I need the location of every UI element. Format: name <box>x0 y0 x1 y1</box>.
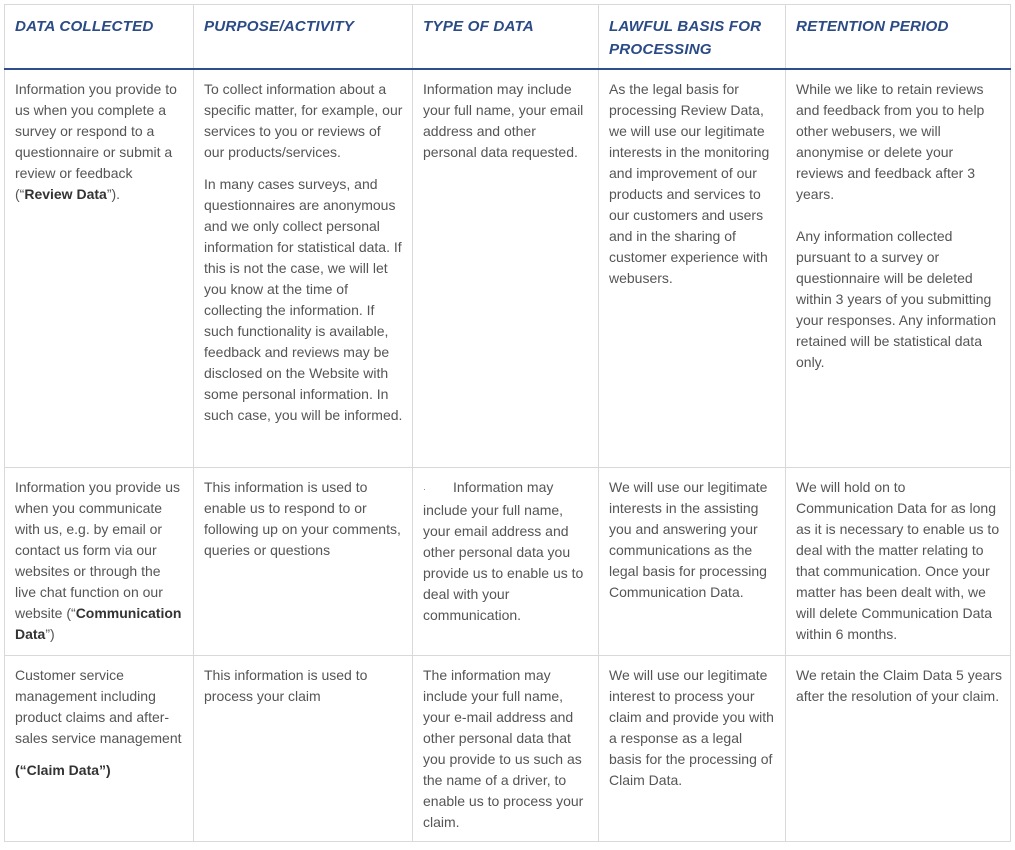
cell-type-of-data <box>413 467 599 655</box>
defined-term: Communication Data <box>15 604 182 642</box>
table-row-review-data <box>5 69 1011 468</box>
cell-text: Information may include your full name, your email address and other personal data you provide us to enable us to deal with your communication. <box>423 478 584 623</box>
cell-text: As the legal basis for processing Review Data, we will use our legitimate interests in the monitoring and improvement of our products and services to our customers and users and in the sharing of customer experience with webusers. <box>609 80 770 286</box>
cell-paragraph: Customer service management including product claims and after-sales service management <box>15 666 182 746</box>
header-lawful-basis: LAWFUL BASIS FOR PROCESSING <box>599 5 786 69</box>
header-retention-period: RETENTION PERIOD <box>786 5 1011 69</box>
cell-text: The information may include your full name, your e-mail address and other personal data that you provide to us such as the name of a driver, to enable us to process your claim. <box>423 666 584 830</box>
cell-purpose <box>194 467 413 655</box>
cell-text: Information you provide to us when you complete a survey or respond to a questionnaire or submit a review or feedback (“ <box>15 80 177 202</box>
cell-type-of-data <box>413 655 599 841</box>
cell-paragraph: Any information collected pursuant to a survey or questionnaire will be deleted within 3 years of you submitting your responses. Any information retained will be statistical data only. <box>796 227 996 370</box>
cell-paragraph: While we like to retain reviews and feedback from you to help other webusers, we will anonymise or delete your reviews and feedback after 3 years. <box>796 80 985 202</box>
header-type-of-data: TYPE OF DATA <box>413 5 599 69</box>
cell-text-close: ”) <box>45 625 55 642</box>
cell-data-collected <box>5 655 194 841</box>
table-header-row <box>5 5 1011 69</box>
cell-text: This information is used to enable us to respond to or following up on your comments, queries or questions <box>204 478 401 558</box>
cell-purpose <box>194 655 413 841</box>
cell-text: We will use our legitimate interests in the assisting you and answering your communications as the legal basis for processing Communication Data. <box>609 478 768 600</box>
cell-text: Information you provide us when you communicate with us, e.g. by email or contact us form via our websites or through the live chat function on our website (“ <box>15 478 180 621</box>
cell-data-collected <box>5 467 194 655</box>
defined-term: Review Data <box>24 185 107 202</box>
cell-text: We retain the Claim Data 5 years after the resolution of your claim. <box>796 666 1002 704</box>
cell-text: We will use our legitimate interest to process your claim and provide you with a response as a legal basis for the processing of Claim Data. <box>609 666 774 788</box>
table-row-communication-data <box>5 467 1011 655</box>
cell-type-of-data <box>413 69 599 468</box>
cell-data-collected <box>5 69 194 468</box>
cell-lawful-basis <box>599 69 786 468</box>
cell-text: This information is used to process your claim <box>204 666 368 704</box>
cell-retention <box>786 655 1011 841</box>
cell-lawful-basis <box>599 655 786 841</box>
cell-paragraph: In many cases surveys, and questionnaires are anonymous and we only collect personal information for statistical data. If this is not the case, we will let you know at the time of collecting the information. If such functionality is available, feedback and reviews may be disclosed on the Website with some personal information. In such case, you will be informed. <box>204 175 403 423</box>
cell-text: We will hold on to Communication Data for as long as it is necessary to enable us to deal with the matter relating to that communication. Once your matter has been dealt with, we will delete Communication Data within 6 months. <box>796 478 1000 642</box>
data-processing-table <box>4 4 1011 842</box>
cell-text-close: ”). <box>106 185 121 202</box>
header-purpose-activity: PURPOSE/ACTIVITY <box>194 5 413 69</box>
cell-purpose <box>194 69 413 468</box>
cell-retention <box>786 467 1011 655</box>
defined-term: (“Claim Data”) <box>15 761 111 778</box>
paragraph-spacer <box>796 205 1002 226</box>
table-row-claim-data <box>5 655 1011 841</box>
cell-lawful-basis <box>599 467 786 655</box>
cell-paragraph: To collect information about a specific matter, for example, our services to you or reviews of our products/services. <box>204 80 403 160</box>
cell-retention <box>786 69 1011 468</box>
header-data-collected: DATA COLLECTED <box>5 5 194 69</box>
bullet-icon: · <box>423 483 426 494</box>
cell-text: Information may include your full name, your email address and other personal data requested. <box>423 80 584 160</box>
